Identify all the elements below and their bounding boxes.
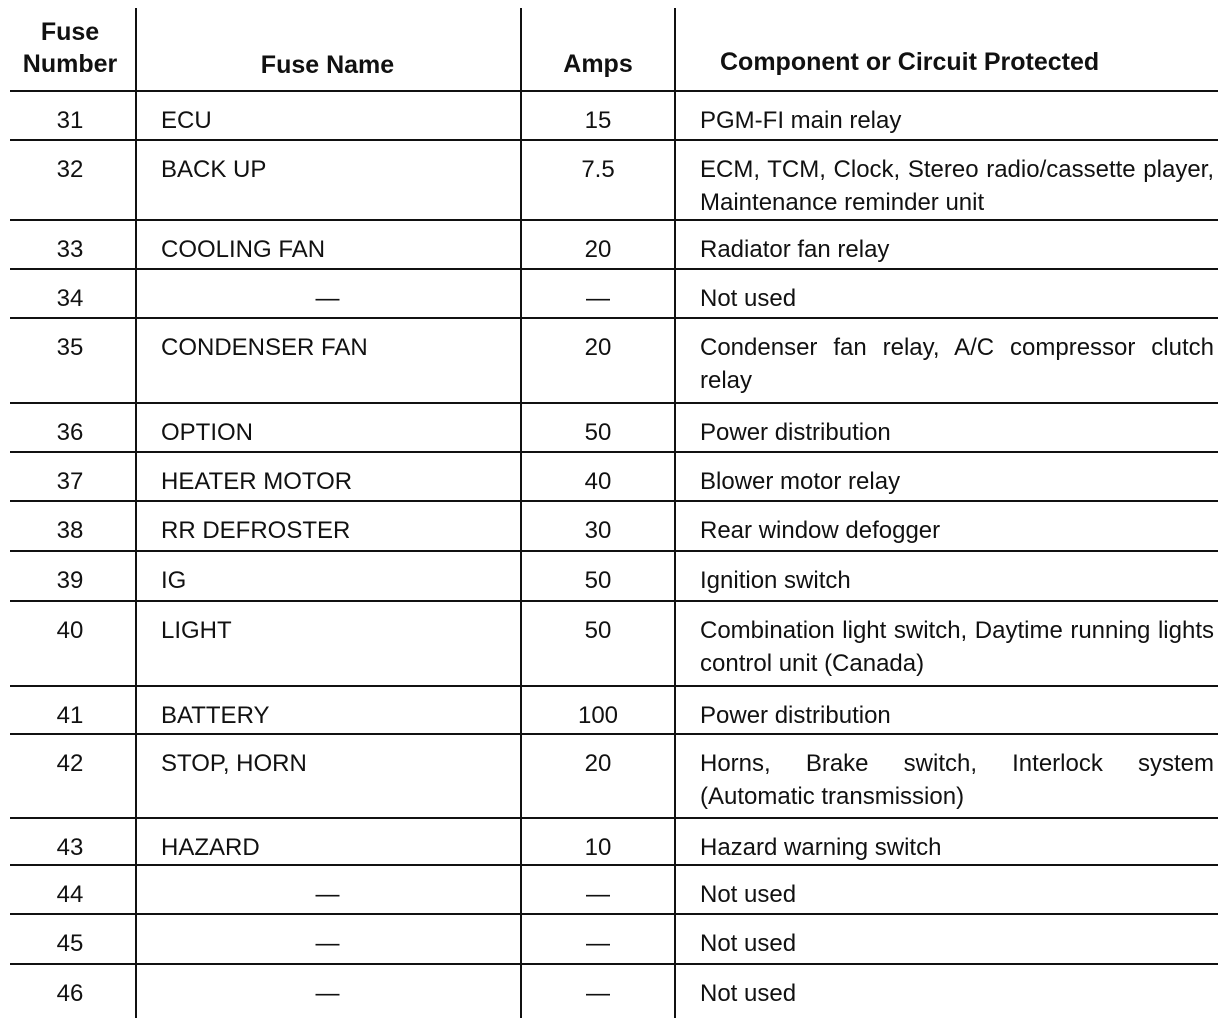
- table-row: [0, 404, 1232, 451]
- fuse-component: Not used: [700, 285, 797, 312]
- fuse-number: 42: [56, 750, 84, 777]
- fuse-amps: 50: [584, 617, 612, 644]
- fuse-component: Hazard warning switch: [700, 834, 942, 861]
- fuse-name: HAZARD: [161, 834, 260, 861]
- header-component: Component or Circuit Protected: [720, 48, 1100, 76]
- table-row: [0, 141, 1232, 219]
- fuse-number: 36: [56, 419, 84, 446]
- table-row: [0, 92, 1232, 139]
- fuse-amps: 100: [577, 702, 619, 729]
- fuse-component: Condenser fan relay, A/C compressor clutch relay: [700, 334, 1214, 394]
- fuse-name: ECU: [161, 107, 212, 134]
- fuse-number: 39: [56, 567, 84, 594]
- table-row: [0, 735, 1232, 817]
- table-row: [0, 319, 1232, 402]
- fuse-amps: 10: [584, 834, 612, 861]
- fuse-component: Not used: [700, 980, 797, 1007]
- table-row: [0, 552, 1232, 600]
- table-row: [0, 819, 1232, 864]
- fuse-amps: —: [586, 980, 610, 1007]
- header-fuse-number-line2: Number: [22, 50, 118, 78]
- fuse-name: BACK UP: [161, 156, 267, 183]
- fuse-amps: 20: [584, 236, 612, 263]
- fuse-amps: 50: [584, 419, 612, 446]
- fuse-amps: —: [586, 930, 610, 957]
- fuse-name: —: [315, 285, 340, 312]
- fuse-name: COOLING FAN: [161, 236, 326, 263]
- fuse-name: BATTERY: [161, 702, 270, 729]
- table-row: [0, 502, 1232, 550]
- fuse-component: ECM, TCM, Clock, Stereo radio/cassette player, Maintenance reminder unit: [700, 156, 1214, 216]
- table-row: [0, 965, 1232, 1020]
- fuse-number: 35: [56, 334, 84, 361]
- table-row: [0, 270, 1232, 317]
- fuse-number: 38: [56, 517, 84, 544]
- table-row: [0, 915, 1232, 963]
- fuse-amps: 20: [584, 334, 612, 361]
- table-row: [0, 687, 1232, 733]
- fuse-component: Ignition switch: [700, 567, 851, 594]
- header-amps: Amps: [563, 50, 633, 78]
- fuse-number: 40: [56, 617, 84, 644]
- fuse-amps: 7.5: [581, 156, 615, 183]
- fuse-amps: 50: [584, 567, 612, 594]
- table-row: [0, 221, 1232, 268]
- fuse-number: 34: [56, 285, 84, 312]
- fuse-number: 44: [56, 881, 84, 908]
- table-row: [0, 866, 1232, 913]
- fuse-amps: 30: [584, 517, 612, 544]
- fuse-component: Not used: [700, 881, 797, 908]
- fuse-name: CONDENSER FAN: [161, 334, 368, 361]
- fuse-number: 45: [56, 930, 84, 957]
- fuse-name: —: [315, 980, 340, 1007]
- header-fuse-number: [10, 16, 130, 80]
- fuse-number: 33: [56, 236, 84, 263]
- fuse-component: Blower motor relay: [700, 468, 901, 495]
- fuse-number: 46: [56, 980, 84, 1007]
- fuse-name: STOP, HORN: [161, 750, 307, 777]
- fuse-component: Horns, Brake switch, Interlock system (Automatic transmission): [700, 750, 1214, 810]
- fuse-amps: —: [586, 881, 610, 908]
- fuse-number: 37: [56, 468, 84, 495]
- fuse-component: PGM-FI main relay: [700, 107, 902, 134]
- fuse-name: —: [315, 930, 340, 957]
- fuse-name: LIGHT: [161, 617, 232, 644]
- fuse-number: 41: [56, 702, 84, 729]
- header-fuse-name: Fuse Name: [260, 51, 395, 79]
- fuse-name: OPTION: [161, 419, 254, 446]
- fuse-name: RR DEFROSTER: [161, 517, 351, 544]
- fuse-amps: 15: [584, 107, 612, 134]
- table-row: [0, 453, 1232, 500]
- fuse-component: Radiator fan relay: [700, 236, 890, 263]
- fuse-amps: 20: [584, 750, 612, 777]
- fuse-number: 32: [56, 156, 84, 183]
- fuse-component: Power distribution: [700, 702, 891, 729]
- fuse-name: HEATER MOTOR: [161, 468, 353, 495]
- table-row: [0, 602, 1232, 685]
- fuse-name: —: [315, 881, 340, 908]
- fuse-name: IG: [161, 567, 187, 594]
- header-fuse-number-line1: Fuse: [40, 18, 100, 46]
- fuse-number: 43: [56, 834, 84, 861]
- fuse-component: Rear window defogger: [700, 517, 941, 544]
- fuse-component: Power distribution: [700, 419, 891, 446]
- fuse-component: Not used: [700, 930, 797, 957]
- fuse-amps: —: [586, 285, 610, 312]
- table-header: [0, 0, 1232, 90]
- fuse-component: Combination light switch, Daytime running lights control unit (Canada): [700, 617, 1214, 677]
- fuse-amps: 40: [584, 468, 612, 495]
- fuse-number: 31: [56, 107, 84, 134]
